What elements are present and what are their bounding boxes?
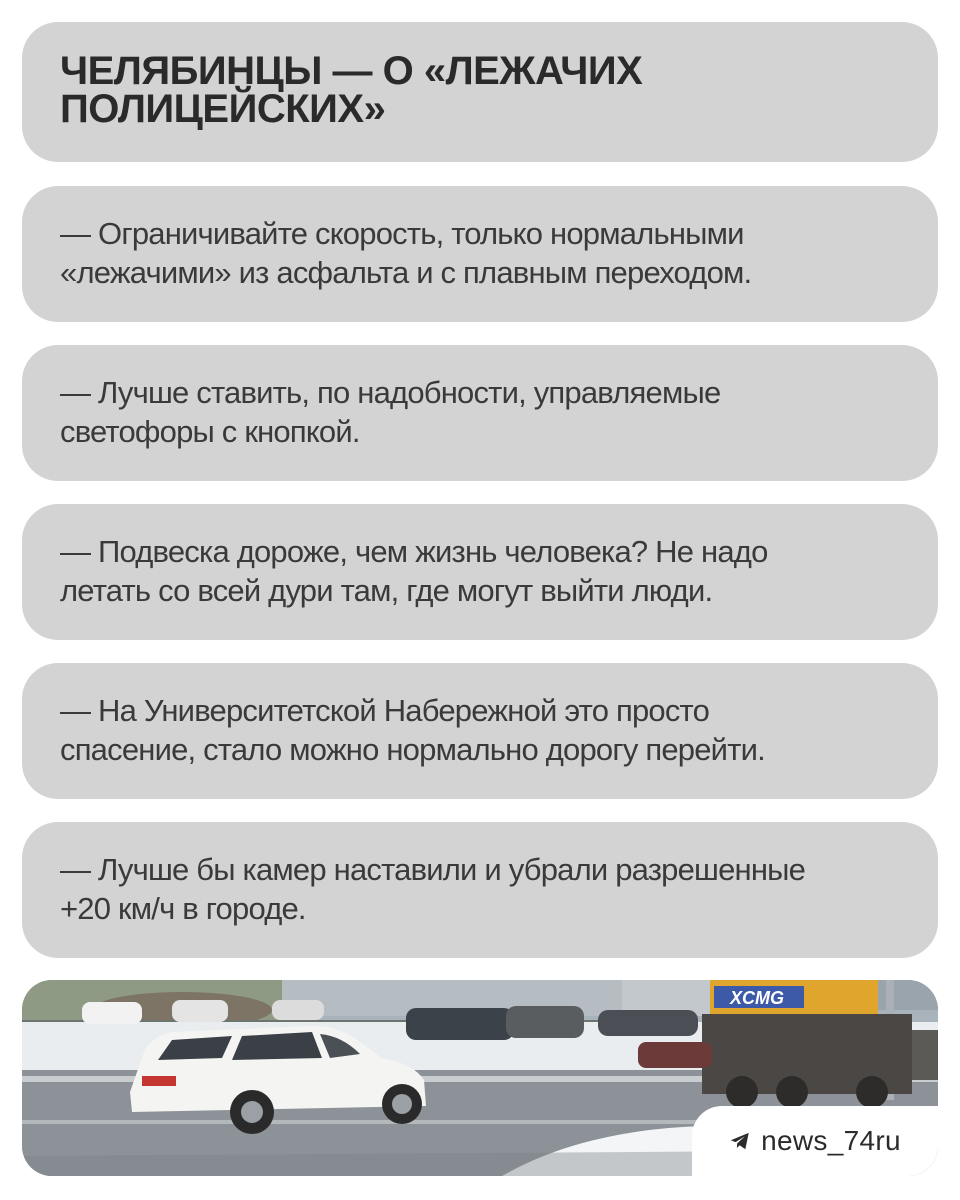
quote-card — [22, 345, 938, 481]
excavator-brand-label: XCMG — [730, 988, 784, 1008]
quote-line: спасение, стало можно нормально дорогу перейти. — [60, 732, 765, 767]
telegram-icon — [729, 1130, 751, 1152]
title-line-1: ЧЕЛЯБИНЦЫ — О «ЛЕЖАЧИХ — [60, 49, 643, 93]
quote-text — [60, 691, 900, 769]
quote-line: «лежачими» из асфальта и с плавным переходом. — [60, 255, 752, 290]
brand-handle: news_74ru — [761, 1125, 901, 1156]
quote-card — [22, 504, 938, 640]
quote-line: — Подвеска дороже, чем жизнь человека? Не надо — [60, 534, 768, 569]
quote-text — [60, 850, 900, 928]
quote-line: — Лучше бы камер наставили и убрали разрешенные — [60, 852, 806, 887]
page-title — [60, 49, 900, 131]
quote-card — [22, 663, 938, 799]
quote-text — [60, 214, 900, 292]
quote-card — [22, 186, 938, 322]
brand-badge[interactable] — [692, 1106, 938, 1176]
quote-line: светофоры с кнопкой. — [60, 414, 360, 449]
quote-line: — На Университетской Набережной это просто — [60, 693, 710, 728]
title-card — [22, 22, 938, 162]
quote-line: +20 км/ч в городе. — [60, 891, 306, 926]
title-line-2: ПОЛИЦЕЙСКИХ» — [60, 87, 386, 131]
quote-card — [22, 822, 938, 958]
quote-line: — Ограничивайте скорость, только нормальными — [60, 216, 744, 251]
quote-text — [60, 373, 900, 451]
quote-line: летать со всей дури там, где могут выйти люди. — [60, 573, 713, 608]
quote-text — [60, 532, 900, 610]
quote-line: — Лучше ставить, по надобности, управляемые — [60, 375, 721, 410]
